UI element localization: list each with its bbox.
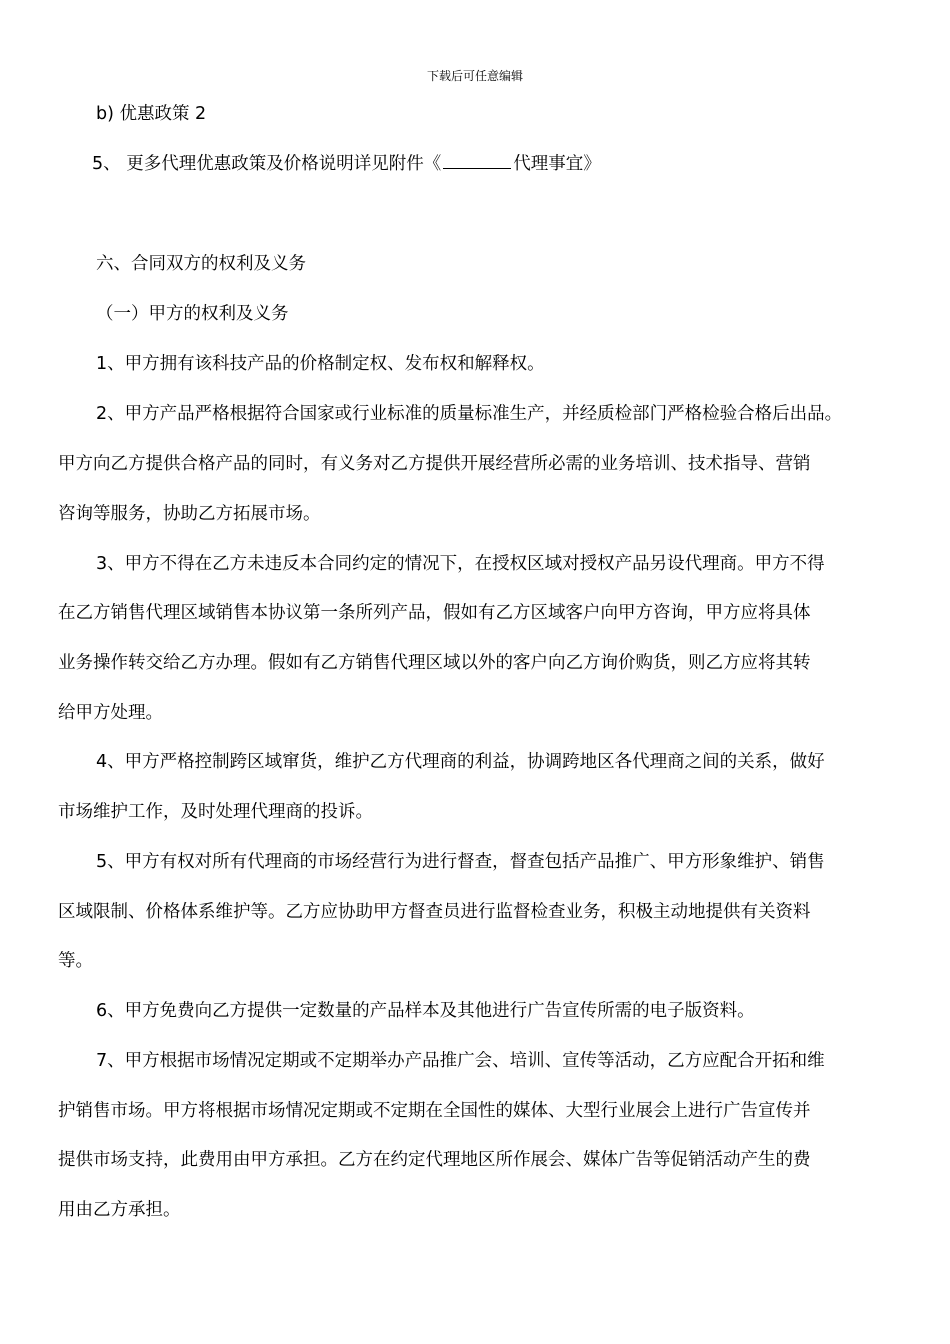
paragraph-3-line-1: 3、甲方不得在乙方未违反本合同约定的情况下，在授权区域对授权产品另设代理商。甲方不得 (96, 554, 825, 574)
paragraph-1: 1、甲方拥有该科技产品的价格制定权、发布权和解释权。 (96, 354, 545, 374)
paragraph-3-line-4: 给甲方处理。 (58, 703, 163, 723)
paragraph-7-line-1: 7、甲方根据市场情况定期或不定期举办产品推广会、培训、宣传等活动，乙方应配合开拓和维 (96, 1051, 825, 1071)
paragraph-2-line-2: 甲方向乙方提供合格产品的同时，有义务对乙方提供开展经营所必需的业务培训、技术指导、营销 (58, 454, 811, 474)
paragraph-6: 6、甲方免费向乙方提供一定数量的产品样本及其他进行广告宣传所需的电子版资料。 (96, 1001, 755, 1021)
list-item-5-text-before: 5、 更多代理优惠政策及价格说明详见附件《 (92, 154, 442, 174)
paragraph-4-line-1: 4、甲方严格控制跨区域窜货，维护乙方代理商的利益，协调跨地区各代理商之间的关系，做好 (96, 752, 825, 772)
list-item-5 (92, 152, 942, 176)
paragraph-2-line-3: 咨询等服务，协助乙方拓展市场。 (58, 504, 321, 524)
paragraph-2-line-1: 2、甲方产品严格根据符合国家或行业标准的质量标准生产，并经质检部门严格检验合格后出品。 (96, 404, 843, 424)
paragraph-7-line-2: 护销售市场。甲方将根据市场情况定期或不定期在全国性的媒体、大型行业展会上进行广告宣传并 (58, 1101, 811, 1121)
section-heading-6: 六、合同双方的权利及义务 (96, 254, 306, 274)
paragraph-4-line-2: 市场维护工作，及时处理代理商的投诉。 (58, 802, 373, 822)
list-item-b: b) 优惠政策 2 (96, 104, 207, 124)
page-header: 下载后可任意编辑 (426, 69, 523, 83)
paragraph-7-line-4: 用由乙方承担。 (58, 1200, 181, 1220)
paragraph-5-line-3: 等。 (58, 951, 93, 971)
paragraph-3-line-2: 在乙方销售代理区域销售本协议第一条所列产品，假如有乙方区域客户向甲方咨询，甲方应将具体 (58, 603, 811, 623)
paragraph-5-line-2: 区域限制、价格体系维护等。乙方应协助甲方督查员进行监督检查业务，积极主动地提供有关资料 (58, 902, 811, 922)
paragraph-3-line-3: 业务操作转交给乙方办理。假如有乙方销售代理区域以外的客户向乙方询价购货，则乙方应将其转 (58, 653, 811, 673)
subsection-heading-1: （一）甲方的权利及义务 (96, 304, 289, 324)
list-item-5-text-after: 代理事宜》 (513, 154, 601, 174)
paragraph-7-line-3: 提供市场支持，此费用由甲方承担。乙方在约定代理地区所作展会、媒体广告等促销活动产生的费 (58, 1150, 811, 1170)
paragraph-5-line-1: 5、甲方有权对所有代理商的市场经营行为进行督查，督查包括产品推广、甲方形象维护、销售 (96, 852, 825, 872)
fill-in-blank (443, 152, 511, 169)
